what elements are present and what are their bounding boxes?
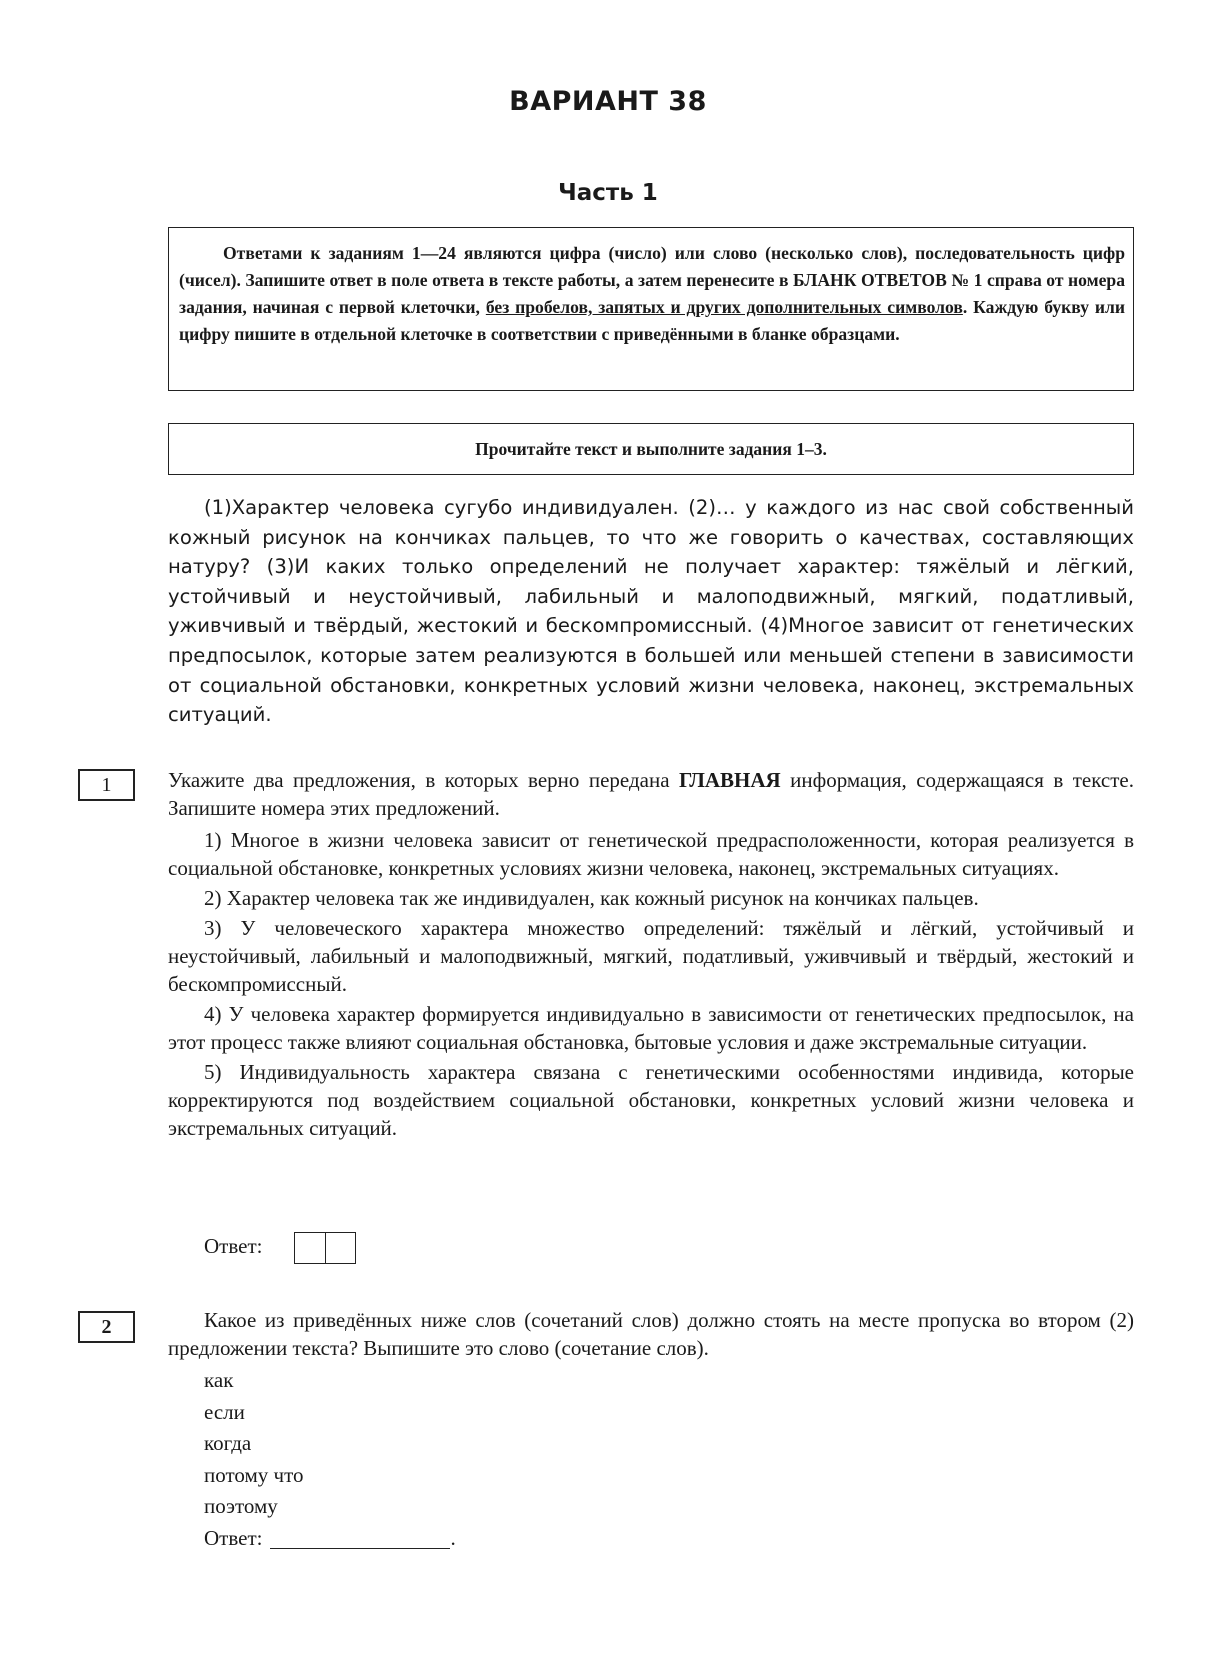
word-choice: когда <box>204 1431 252 1455</box>
word-choice: поэтому <box>204 1494 278 1518</box>
task-prompt-emphasis: ГЛАВНАЯ <box>679 768 781 792</box>
word-choices <box>204 1365 303 1523</box>
word-choice: потому что <box>204 1462 304 1487</box>
instructions-text-end: . Каждую букву или цифру пишите в отдельной клеточке в соответствии с приведёнными в бланке образцами. <box>179 297 1125 344</box>
answer-option: 2) Характер человека так же индивидуален, как кожный рисунок на кончиках пальцев. <box>204 886 979 910</box>
variant-title: ВАРИАНТ 38 <box>509 86 707 117</box>
passage-text: (1)Характер человека сугубо индивидуален. (2)… у каждого из нас свой собственный кожный рисунок на кончиках пальцев, то что же говорить о качествах, составляющих натуру? (3)И каких только определений не получает характер: тяжёлый и лёгкий, устойчивый и неустойчивый, лабильный и малоподвижный, мягкий, податливый, уживчивый и твёрдый, жестокий и бескомпромиссный. (4)Многое зависит от генетических предпосылок, которые затем реализуются в большей или меньшей степени в зависимости от социальной обстановки, конкретных условий жизни человека, наконец, экстремальных ситуаций. <box>168 496 1134 727</box>
answer-option: 1) Многое в жизни человека зависит от генетической предрасположенности, которая реализуется в социальной обстановке, конкретных условиях жизни человека, наконец, экстремальных ситуациях. <box>168 828 1134 880</box>
answer-label: Ответ: <box>204 1234 263 1258</box>
task-number-box: 1 <box>78 769 135 801</box>
task-1 <box>168 766 1134 1142</box>
reading-passage <box>168 493 1134 730</box>
instructions-underlined-text: без пробелов, запятых и других дополнительных символов <box>485 297 963 317</box>
answer-label: Ответ: <box>204 1526 263 1550</box>
task-2-answer <box>204 1526 456 1551</box>
answer-option: 3) У человеческого характера множество определений: тяжёлый и лёгкий, устойчивый и неустойчивый, лабильный и малоподвижный, мягкий, податливый, уживчивый и твёрдый, жестокий и бескомпромиссный. <box>168 916 1134 996</box>
task-prompt: Укажите два предложения, в которых верно передана ГЛАВНАЯ информация, содержащаяся в тексте. Запишите номера этих предложений. <box>168 768 1134 820</box>
word-choice: как <box>204 1368 234 1392</box>
answer-option: 5) Индивидуальность характера связана с генетическими особенностями индивида, которые корректируются под воздействием социальной обстановки, конкретных условий жизни человека и экстремальных ситуаций. <box>168 1060 1134 1140</box>
task-prompt: Какое из приведённых ниже слов (сочетаний слов) должно стоять на месте пропуска во втором (2) предложении текста? Выпишите это слово (сочетание слов). <box>168 1308 1134 1360</box>
answer-line[interactable] <box>270 1548 450 1549</box>
answer-cells[interactable] <box>294 1232 356 1264</box>
answer-period: . <box>450 1526 456 1550</box>
word-choice: если <box>204 1399 245 1424</box>
task-1-answer <box>204 1234 262 1259</box>
instructions-box <box>168 227 1134 391</box>
task-number-box: 2 <box>78 1311 135 1343</box>
answer-option: 4) У человека характер формируется индивидуально в зависимости от генетических предпосылок, на этот процесс также влияют социальная обстановка, бытовые условия и даже экстремальные ситуации. <box>168 1002 1134 1054</box>
part-title: Часть 1 <box>558 180 658 206</box>
instructions-text: Ответами к заданиям 1—24 являются цифра (число) или слово (несколько слов), последовательность цифр (чисел). Запишите ответ в поле ответа в тексте работы, а затем перенесите в БЛАНК ОТВЕТОВ № 1 справа от номера задания, начиная с первой клеточки, <box>179 243 1125 317</box>
read-prompt: Прочитайте текст и выполните задания 1–3. <box>475 439 827 459</box>
read-prompt-box <box>168 423 1134 475</box>
task-2 <box>168 1306 1134 1362</box>
